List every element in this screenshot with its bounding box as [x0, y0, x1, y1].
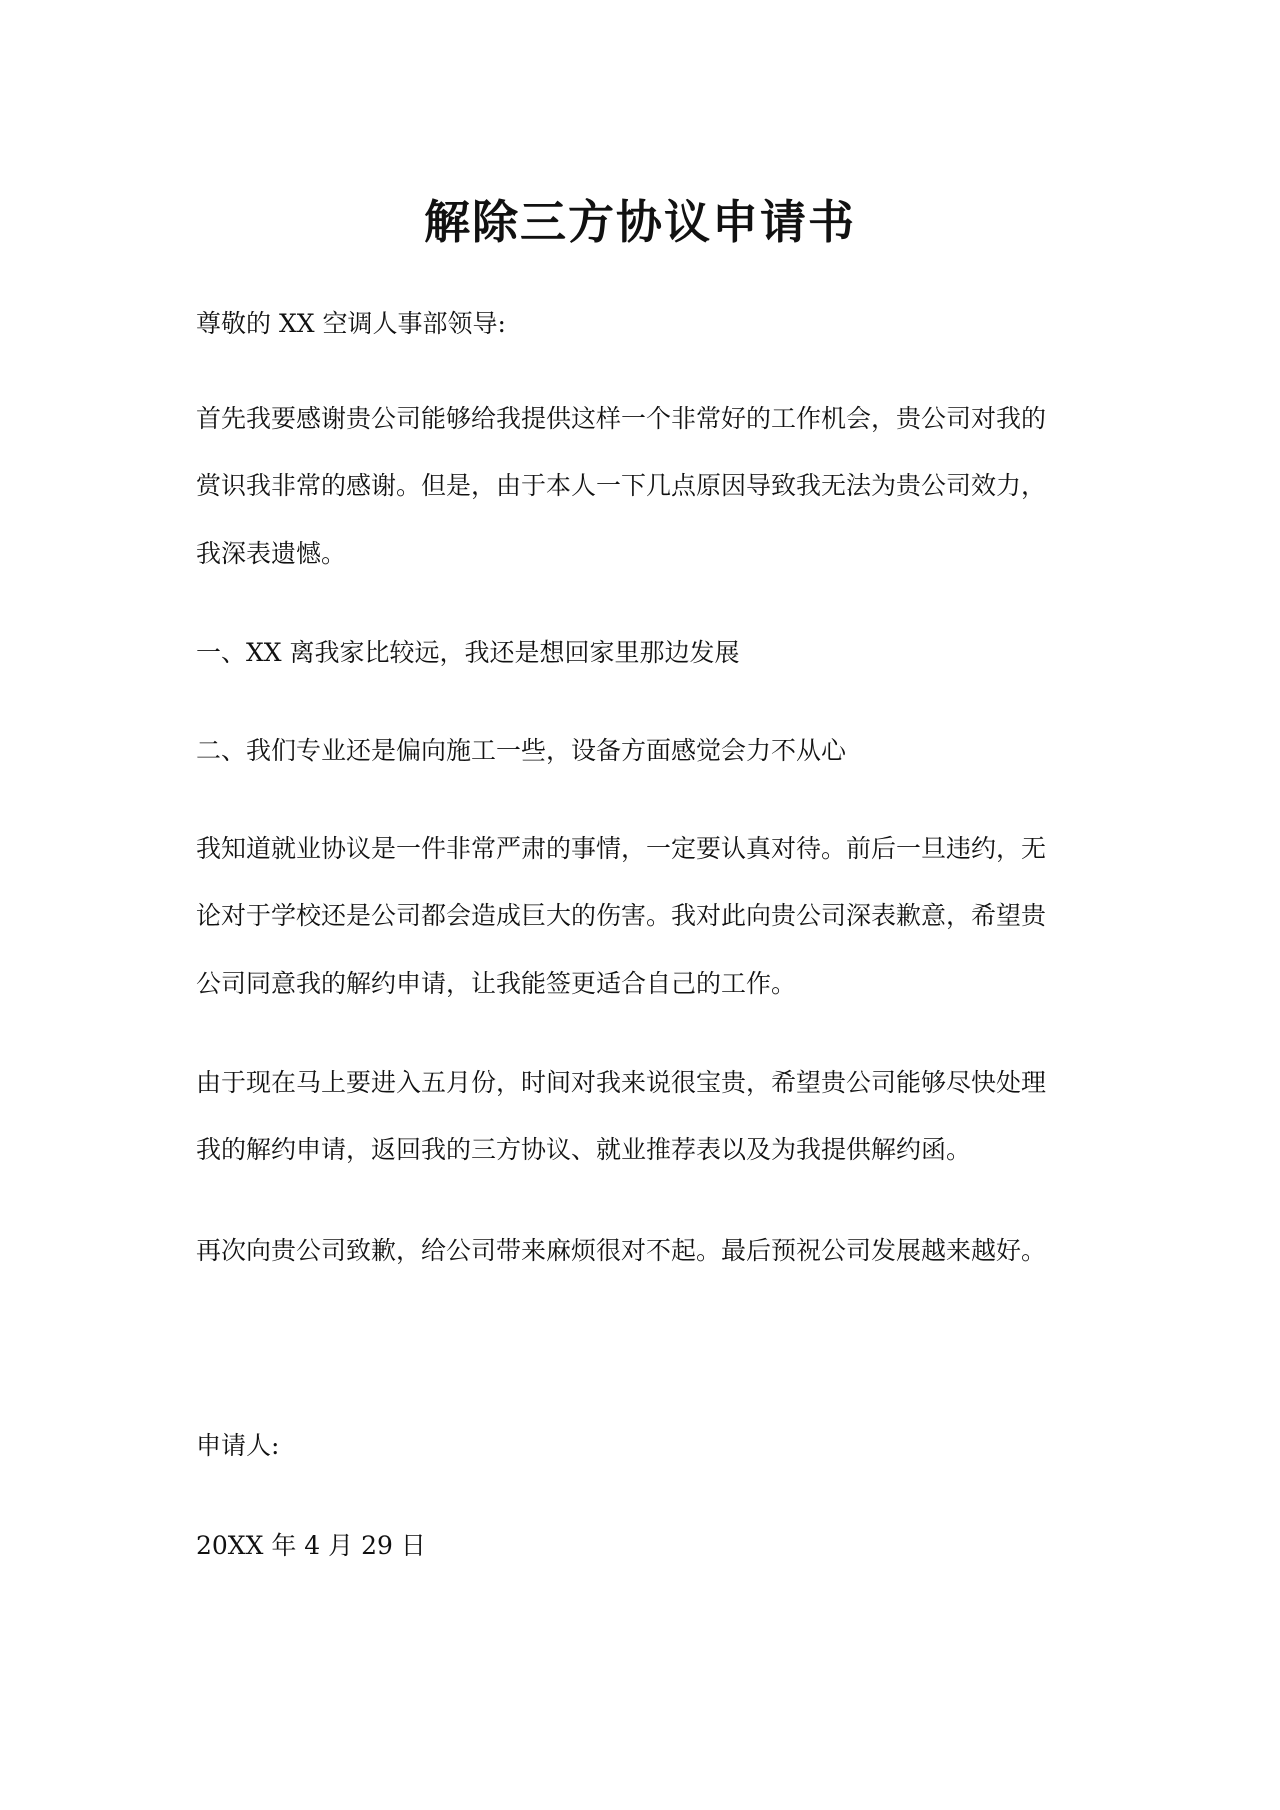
- reason-1: 一、XX 离我家比较远，我还是想回家里那边发展: [196, 638, 740, 667]
- paragraph-1-line-3: 我深表遗憾。: [196, 539, 347, 568]
- reason-2: 二、我们专业还是偏向施工一些，设备方面感觉会力不从心: [196, 736, 847, 765]
- paragraph-5-line-1: 由于现在马上要进入五月份，时间对我来说很宝贵，希望贵公司能够尽快处理: [196, 1068, 1047, 1097]
- document-title: 解除三方协议申请书: [424, 195, 856, 249]
- paragraph-4-line-2: 论对于学校还是公司都会造成巨大的伤害。我对此向贵公司深表歉意，希望贵: [196, 901, 1047, 930]
- paragraph-1-line-1: 首先我要感谢贵公司能够给我提供这样一个非常好的工作机会，贵公司对我的: [196, 404, 1047, 433]
- paragraph-4-line-3: 公司同意我的解约申请，让我能签更适合自己的工作。: [196, 969, 797, 998]
- applicant-label: 申请人:: [196, 1431, 280, 1460]
- closing-paragraph: 再次向贵公司致歉，给公司带来麻烦很对不起。最后预祝公司发展越来越好。: [196, 1236, 1047, 1265]
- greeting: 尊敬的 XX 空调人事部领导:: [196, 309, 506, 338]
- date: 20XX 年 4 月 29 日: [196, 1531, 426, 1560]
- paragraph-4-line-1: 我知道就业协议是一件非常严肃的事情，一定要认真对待。前后一旦违约，无: [196, 834, 1047, 863]
- paragraph-1-line-2: 赏识我非常的感谢。但是，由于本人一下几点原因导致我无法为贵公司效力，: [196, 471, 1047, 500]
- paragraph-5-line-2: 我的解约申请，返回我的三方协议、就业推荐表以及为我提供解约函。: [196, 1135, 972, 1164]
